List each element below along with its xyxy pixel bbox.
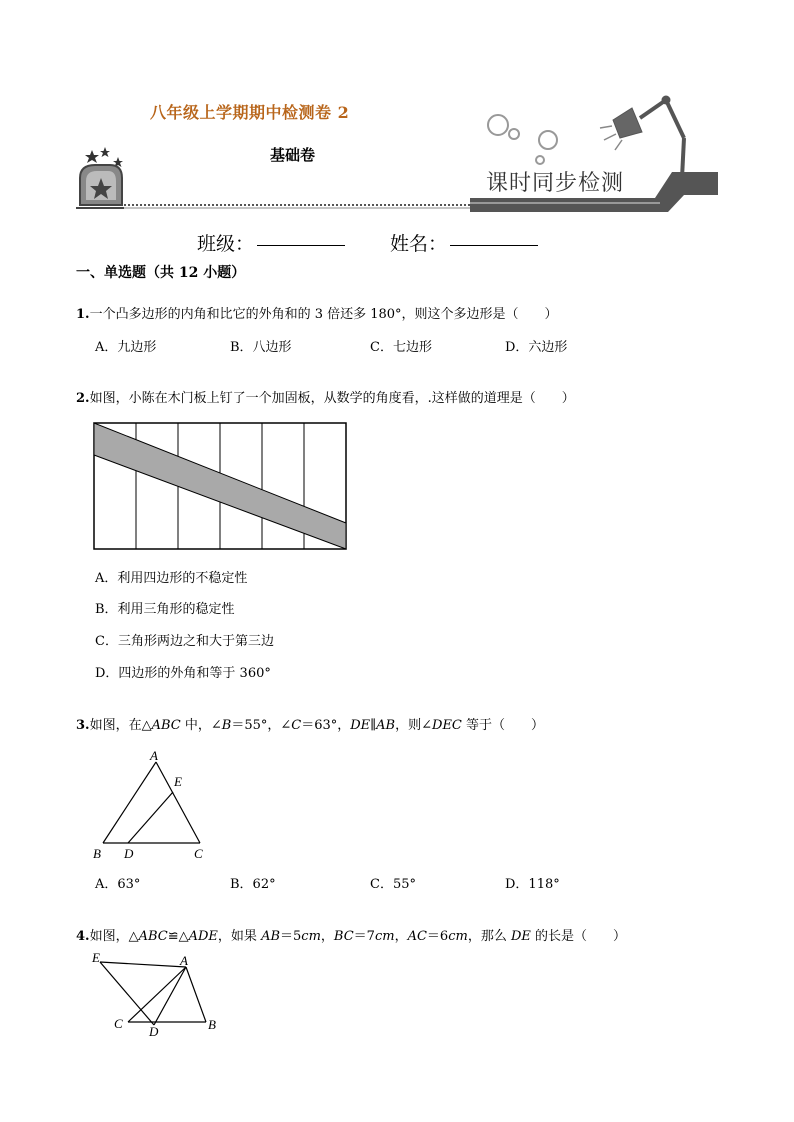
page-title: 八年级上学期期中检测卷 2 [150, 103, 350, 122]
option-c[interactable]: C．三角形两边之和大于第三边 [95, 634, 274, 649]
option-b[interactable]: B．八边形 [230, 340, 292, 355]
text-part: ＝6 [426, 929, 449, 944]
option-a[interactable]: A．63° [95, 877, 141, 892]
bubbles-decoration [488, 115, 557, 164]
question-number: 4. [76, 929, 90, 944]
text-part: cm [374, 929, 395, 944]
text-part: ABC [138, 929, 168, 944]
name-label: 姓名： [390, 233, 448, 255]
text-part: ≌△ [167, 929, 189, 944]
text-part: cm [301, 929, 321, 944]
question-text: 如图，小陈在木门板上钉了一个加固板，从数学的角度看，.这样做的道理是（ ） [89, 391, 575, 406]
text-part: ＝63°， [301, 718, 351, 733]
text-part: 如图，△ [89, 929, 139, 944]
question-number: 2. [76, 391, 90, 406]
triangle-abc-figure [88, 748, 218, 866]
vertex-label: C [194, 846, 203, 861]
question-3 [76, 717, 544, 735]
door-brace-figure [93, 422, 349, 552]
question-1 [76, 306, 558, 324]
section-heading: 一、单选题（共 12 小题） [76, 265, 246, 281]
text-part: 如图，在△ [89, 718, 152, 733]
option-c[interactable]: C．55° [370, 877, 416, 892]
question-number: 1. [76, 307, 90, 322]
text-part: ＝55°，∠ [231, 718, 292, 733]
congruent-triangles-figure [88, 950, 228, 1040]
text-part: ADE [188, 929, 218, 944]
question-text: 一个凸多边形的内角和比它的外角和的 3 倍还多 180°，则这个多边形是（ ） [89, 307, 558, 322]
text-part: DE [510, 929, 531, 944]
text-part: DEC [432, 718, 462, 733]
star-badge-icon [80, 147, 123, 205]
vertex-label: D [149, 1024, 159, 1039]
text-part: 等于（ ） [461, 718, 545, 733]
text-part: AC [407, 929, 427, 944]
question-2 [76, 390, 575, 408]
option-b[interactable]: B．62° [230, 877, 276, 892]
text-part: ，如果 [217, 929, 262, 944]
text-part: 的长是（ ） [530, 929, 627, 944]
text-part: AB [261, 929, 281, 944]
option-b[interactable]: B．利用三角形的稳定性 [95, 602, 235, 617]
brand-label: 课时同步检测 [486, 171, 625, 196]
text-part: ，那么 [467, 929, 511, 944]
text-part: ＝5 [280, 929, 302, 944]
text-part: C [291, 718, 302, 733]
vertex-label: E [174, 774, 182, 789]
text-part: B [221, 718, 232, 733]
vertex-label: C [114, 1016, 123, 1031]
option-d[interactable]: D．六边形 [505, 340, 568, 355]
option-c[interactable]: C．七边形 [370, 340, 432, 355]
question-number: 3. [76, 718, 90, 733]
text-part: 中，∠ [180, 718, 222, 733]
vertex-label: D [124, 846, 134, 861]
vertex-label: B [208, 1017, 216, 1032]
text-part: DE∥AB [350, 718, 396, 733]
text-part: ＝7 [353, 929, 375, 944]
header-decoration [0, 0, 794, 215]
vertex-label: A [180, 953, 188, 968]
text-part: BC [333, 929, 354, 944]
option-a[interactable]: A．九边形 [95, 340, 157, 355]
text-part: ABC [151, 718, 181, 733]
option-d[interactable]: D．四边形的外角和等于 360° [95, 666, 271, 681]
option-d[interactable]: D．118° [505, 877, 560, 892]
vertex-label: B [93, 846, 101, 861]
text-part: ， [320, 929, 334, 944]
option-a[interactable]: A．利用四边形的不稳定性 [95, 571, 248, 586]
class-field[interactable] [257, 245, 345, 246]
class-label: 班级： [197, 233, 255, 255]
vertex-label: E [92, 950, 100, 965]
text-part: ，则∠ [395, 718, 433, 733]
question-4 [76, 928, 626, 946]
text-part: ， [394, 929, 408, 944]
text-part: cm [448, 929, 468, 944]
vertex-label: A [150, 748, 158, 763]
name-field[interactable] [450, 245, 538, 246]
page-subtitle: 基础卷 [270, 146, 316, 164]
